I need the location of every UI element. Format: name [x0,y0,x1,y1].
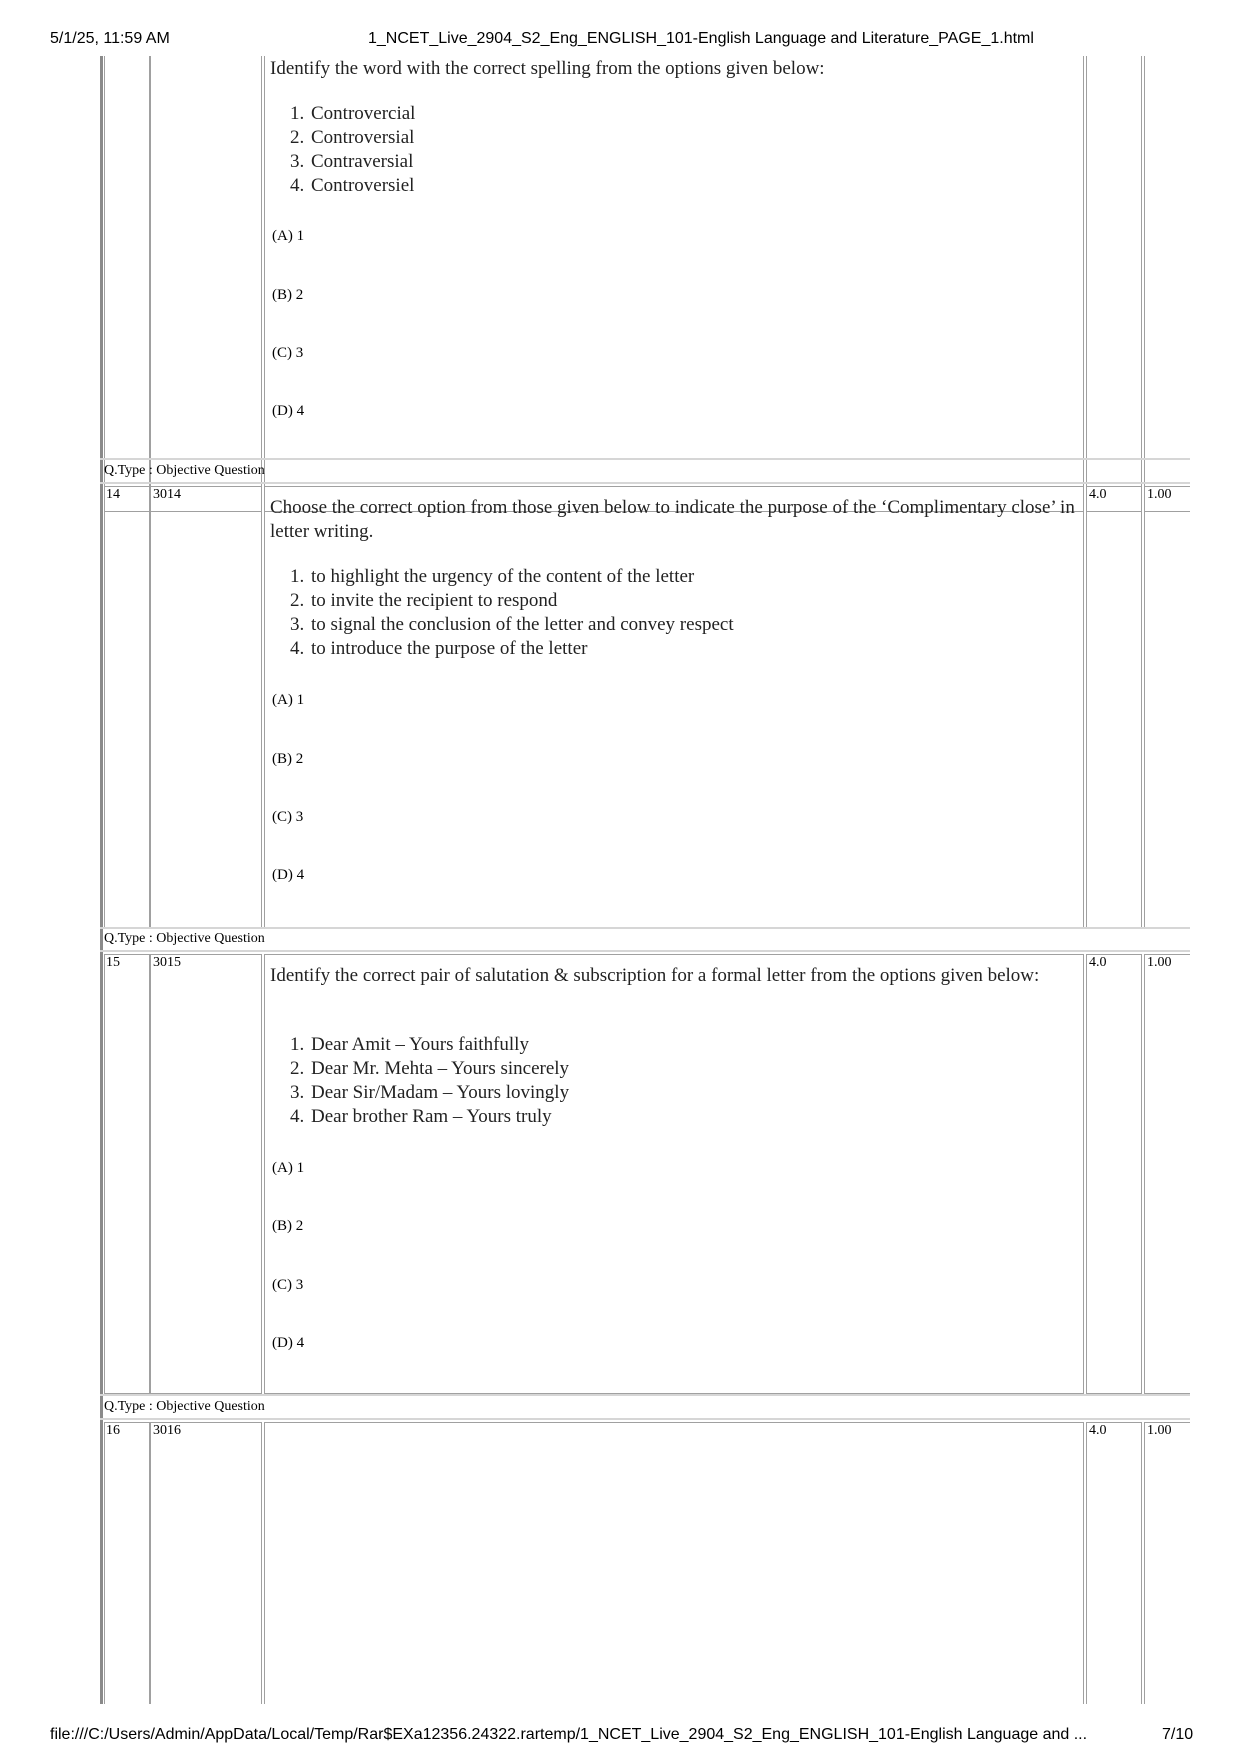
question-marks: 4.0 [1089,955,1107,970]
question-id: 3014 [153,487,181,502]
option-item: 1. to highlight the urgency of the content of the letter [309,565,734,589]
sno-cell [104,486,150,928]
marks-cell [1086,1422,1142,1704]
question-number: 16 [106,1423,120,1438]
option-item: 3. Dear Sir/Madam – Yours lovingly [309,1081,569,1105]
answer-option-c: (C) 3 [272,809,304,825]
sno-cell [104,56,150,512]
print-header [0,30,1240,54]
sno-cell [104,1422,150,1704]
answer-option-c: (C) 3 [272,1277,304,1293]
question-text: Identify the correct pair of salutation & subscription for a formal letter from the options given below: [270,965,1040,986]
answer-option-d: (D) 4 [272,867,305,883]
row-separator [100,482,1190,484]
question-marks: 4.0 [1089,487,1107,502]
option-item: 1. Dear Amit – Yours faithfully [309,1033,569,1057]
answer-option-d: (D) 4 [272,1335,305,1351]
question-cell [264,954,1084,1394]
marks-cell [1086,486,1142,928]
option-list [289,102,415,198]
print-timestamp: 5/1/25, 11:59 AM [50,30,170,47]
question-id: 3015 [153,955,181,970]
question-cell [264,486,1084,928]
option-item: 1. Controvercial [309,102,415,126]
negative-marks: 1.00 [1147,1423,1172,1438]
question-id: 3016 [153,1423,181,1438]
marks-cell [1086,954,1142,1394]
option-item: 3. to signal the conclusion of the letter and convey respect [309,613,734,637]
answer-option-d: (D) 4 [272,403,305,419]
qid-cell [150,486,262,928]
option-item: 4. to introduce the purpose of the letter [309,637,734,661]
answer-option-a: (A) 1 [272,228,305,244]
qtype-label: Q.Type : Objective Question [104,931,265,946]
sno-cell [104,954,150,1394]
option-item: 2. Dear Mr. Mehta – Yours sincerely [309,1057,569,1081]
question-cell [264,1422,1084,1704]
qtype-label: Q.Type : Objective Question [104,1399,265,1414]
print-page-number: 7/10 [1162,1726,1194,1743]
print-footer [0,1726,1240,1750]
question-number: 14 [106,487,120,502]
answer-option-a: (A) 1 [272,692,305,708]
answer-option-b: (B) 2 [272,751,304,767]
question-number: 15 [106,955,120,970]
option-item: 2. to invite the recipient to respond [309,589,734,613]
table-left-border [100,56,103,1704]
qtype-label: Q.Type : Objective Question [104,463,265,478]
option-item: 4. Controversiel [309,174,415,198]
answer-option-b: (B) 2 [272,1218,304,1234]
option-item: 4. Dear brother Ram – Yours truly [309,1105,569,1129]
neg-cell [1144,56,1190,512]
option-list [289,565,734,661]
marks-cell [1086,56,1142,512]
print-file-path: file:///C:/Users/Admin/AppData/Local/Temp/Rar$EXa12356.24322.rartemp/1_NCET_Live_2904_S2_Eng_ENGLISH_101-English Language and ... [50,1726,1088,1743]
row-separator [100,950,1190,952]
neg-cell [1144,1422,1190,1704]
question-marks: 4.0 [1089,1423,1107,1438]
option-item: 3. Contraversial [309,150,415,174]
neg-cell [1144,954,1190,1394]
row-separator [100,1418,1190,1420]
print-title: 1_NCET_Live_2904_S2_Eng_ENGLISH_101-English Language and Literature_PAGE_1.html [368,30,1034,47]
option-item: 2. Controversial [309,126,415,150]
answer-option-c: (C) 3 [272,345,304,361]
option-list [289,1033,569,1129]
row-separator [100,1394,1190,1396]
qid-cell [150,1422,262,1704]
answer-option-b: (B) 2 [272,287,304,303]
answer-option-a: (A) 1 [272,1160,305,1176]
question-table [100,56,1190,1704]
question-text: Identify the word with the correct spelling from the options given below: [270,58,825,79]
question-text: Choose the correct option from those given below to indicate the purpose of the ‘Complimentary close’ in letter writing. [270,497,1075,542]
negative-marks: 1.00 [1147,955,1172,970]
negative-marks: 1.00 [1147,487,1172,502]
neg-cell [1144,486,1190,928]
qid-cell [150,56,262,512]
qid-cell [150,954,262,1394]
row-separator [100,458,1190,460]
